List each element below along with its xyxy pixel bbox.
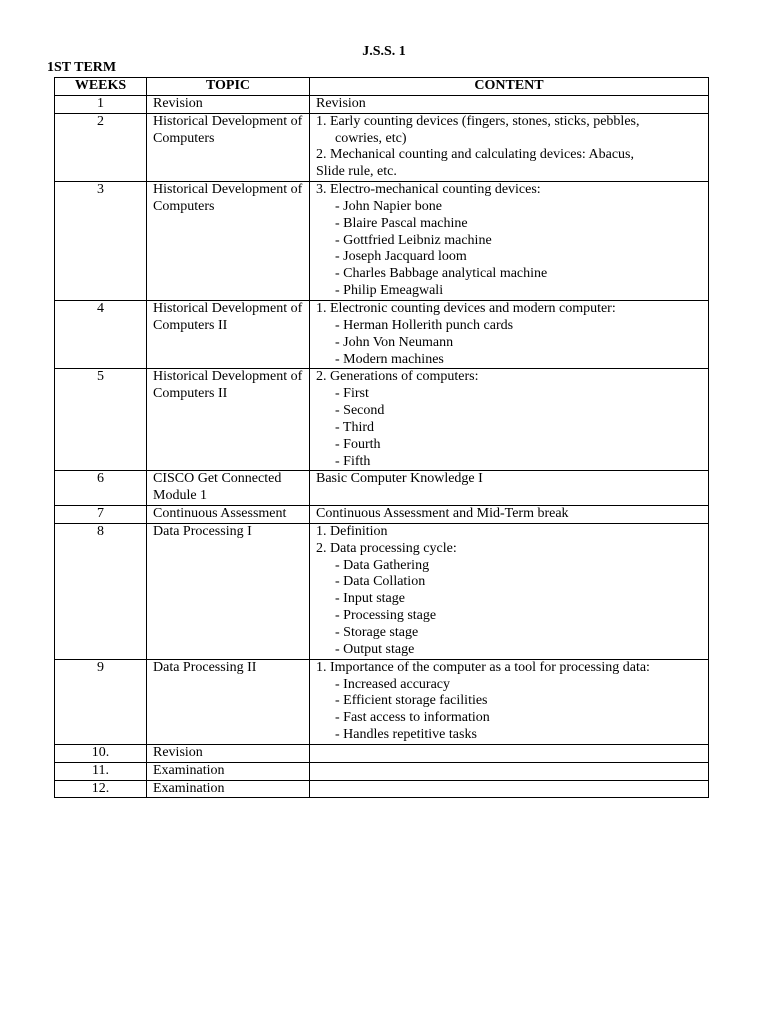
week-cell: 10. xyxy=(55,744,147,762)
topic-cell: Historical Development of Computers II xyxy=(147,369,310,471)
content-line: Revision xyxy=(316,95,366,111)
week-cell: 7 xyxy=(55,506,147,524)
table-row xyxy=(55,780,709,798)
term-heading: 1ST TERM xyxy=(47,60,117,75)
content-cell xyxy=(310,113,709,181)
column-header-content: CONTENT xyxy=(310,78,709,96)
content-line: Slide rule, etc. xyxy=(316,164,397,180)
scheme-of-work-table xyxy=(54,77,709,798)
week-cell: 1 xyxy=(55,95,147,113)
content-line: - Charles Babbage analytical machine xyxy=(335,266,548,282)
content-line: - Modern machines xyxy=(335,351,444,367)
week-cell: 8 xyxy=(55,523,147,659)
table-row xyxy=(55,762,709,780)
table-row xyxy=(55,300,709,368)
content-cell xyxy=(310,506,709,524)
content-line: - Third xyxy=(335,419,375,435)
table-row xyxy=(55,744,709,762)
content-line: - Herman Hollerith punch cards xyxy=(335,317,514,333)
topic-cell: Data Processing I xyxy=(147,523,310,659)
content-line: Continuous Assessment and Mid-Term break xyxy=(316,506,569,522)
topic-cell: CISCO Get Connected Module 1 xyxy=(147,471,310,506)
topic-cell: Examination xyxy=(147,762,310,780)
content-line: Basic Computer Knowledge I xyxy=(316,471,483,487)
content-line: 1. Importance of the computer as a tool for processing data: xyxy=(316,659,650,675)
content-line: - Fifth xyxy=(335,453,371,469)
table-header-row xyxy=(55,78,709,96)
content-line: - Gottfried Leibniz machine xyxy=(335,232,492,248)
column-header-topic: TOPIC xyxy=(147,78,310,96)
content-line: - Efficient storage facilities xyxy=(335,693,488,709)
table-row xyxy=(55,369,709,471)
table-row xyxy=(55,471,709,506)
content-cell xyxy=(310,369,709,471)
table-row xyxy=(55,659,709,744)
week-cell: 11. xyxy=(55,762,147,780)
table-row xyxy=(55,182,709,301)
table-row xyxy=(55,113,709,181)
week-cell: 4 xyxy=(55,300,147,368)
topic-cell: Examination xyxy=(147,780,310,798)
table-body xyxy=(55,95,709,798)
table-row xyxy=(55,506,709,524)
content-line: - Data Gathering xyxy=(335,557,430,573)
content-line: cowries, etc) xyxy=(335,130,407,146)
content-line: 3. Electro-mechanical counting devices: xyxy=(316,182,541,198)
content-cell xyxy=(310,762,709,780)
week-cell: 2 xyxy=(55,113,147,181)
content-line: - Handles repetitive tasks xyxy=(335,727,477,743)
content-cell xyxy=(310,523,709,659)
topic-cell: Continuous Assessment xyxy=(147,506,310,524)
week-cell: 9 xyxy=(55,659,147,744)
week-cell: 3 xyxy=(55,182,147,301)
content-line: - Joseph Jacquard loom xyxy=(335,249,467,265)
content-line: - First xyxy=(335,386,369,402)
week-cell: 5 xyxy=(55,369,147,471)
topic-cell: Revision xyxy=(147,95,310,113)
content-line: - John Von Neumann xyxy=(335,334,454,350)
content-line: - Second xyxy=(335,403,385,419)
content-cell xyxy=(310,780,709,798)
content-line: - Processing stage xyxy=(335,608,437,624)
content-line: - Blaire Pascal machine xyxy=(335,215,468,231)
topic-cell: Historical Development of Computers II xyxy=(147,300,310,368)
topic-cell: Historical Development of Computers xyxy=(147,113,310,181)
content-line: - Output stage xyxy=(335,641,415,657)
content-line: - Fourth xyxy=(335,436,381,452)
content-cell xyxy=(310,659,709,744)
week-cell: 6 xyxy=(55,471,147,506)
column-header-weeks: WEEKS xyxy=(55,78,147,96)
content-cell xyxy=(310,182,709,301)
content-cell xyxy=(310,300,709,368)
content-line: - Storage stage xyxy=(335,625,419,640)
content-empty xyxy=(316,781,702,798)
content-line: - Philip Emeagwali xyxy=(335,283,444,299)
content-empty xyxy=(316,763,702,780)
content-line: 2. Mechanical counting and calculating devices: Abacus, xyxy=(316,147,635,163)
content-line: - Input stage xyxy=(335,591,405,607)
content-line: - Fast access to information xyxy=(335,710,490,726)
document-title: J.S.S. 1 xyxy=(362,44,406,59)
content-line: - John Napier bone xyxy=(335,198,442,214)
week-cell: 12. xyxy=(55,780,147,798)
content-cell xyxy=(310,471,709,506)
content-line: 1. Definition xyxy=(316,523,388,539)
table-row xyxy=(55,95,709,113)
topic-cell: Revision xyxy=(147,744,310,762)
content-line: 1. Early counting devices (fingers, stones, sticks, pebbles, xyxy=(316,113,640,129)
content-empty xyxy=(316,745,702,762)
content-line: 2. Data processing cycle: xyxy=(316,540,457,556)
content-line: - Increased accuracy xyxy=(335,676,451,692)
table-row xyxy=(55,523,709,659)
content-cell xyxy=(310,95,709,113)
content-line: 1. Electronic counting devices and modern computer: xyxy=(316,300,616,316)
content-line: - Data Collation xyxy=(335,574,426,590)
topic-cell: Historical Development of Computers xyxy=(147,182,310,301)
content-line: 2. Generations of computers: xyxy=(316,369,479,385)
topic-cell: Data Processing II xyxy=(147,659,310,744)
content-cell xyxy=(310,744,709,762)
